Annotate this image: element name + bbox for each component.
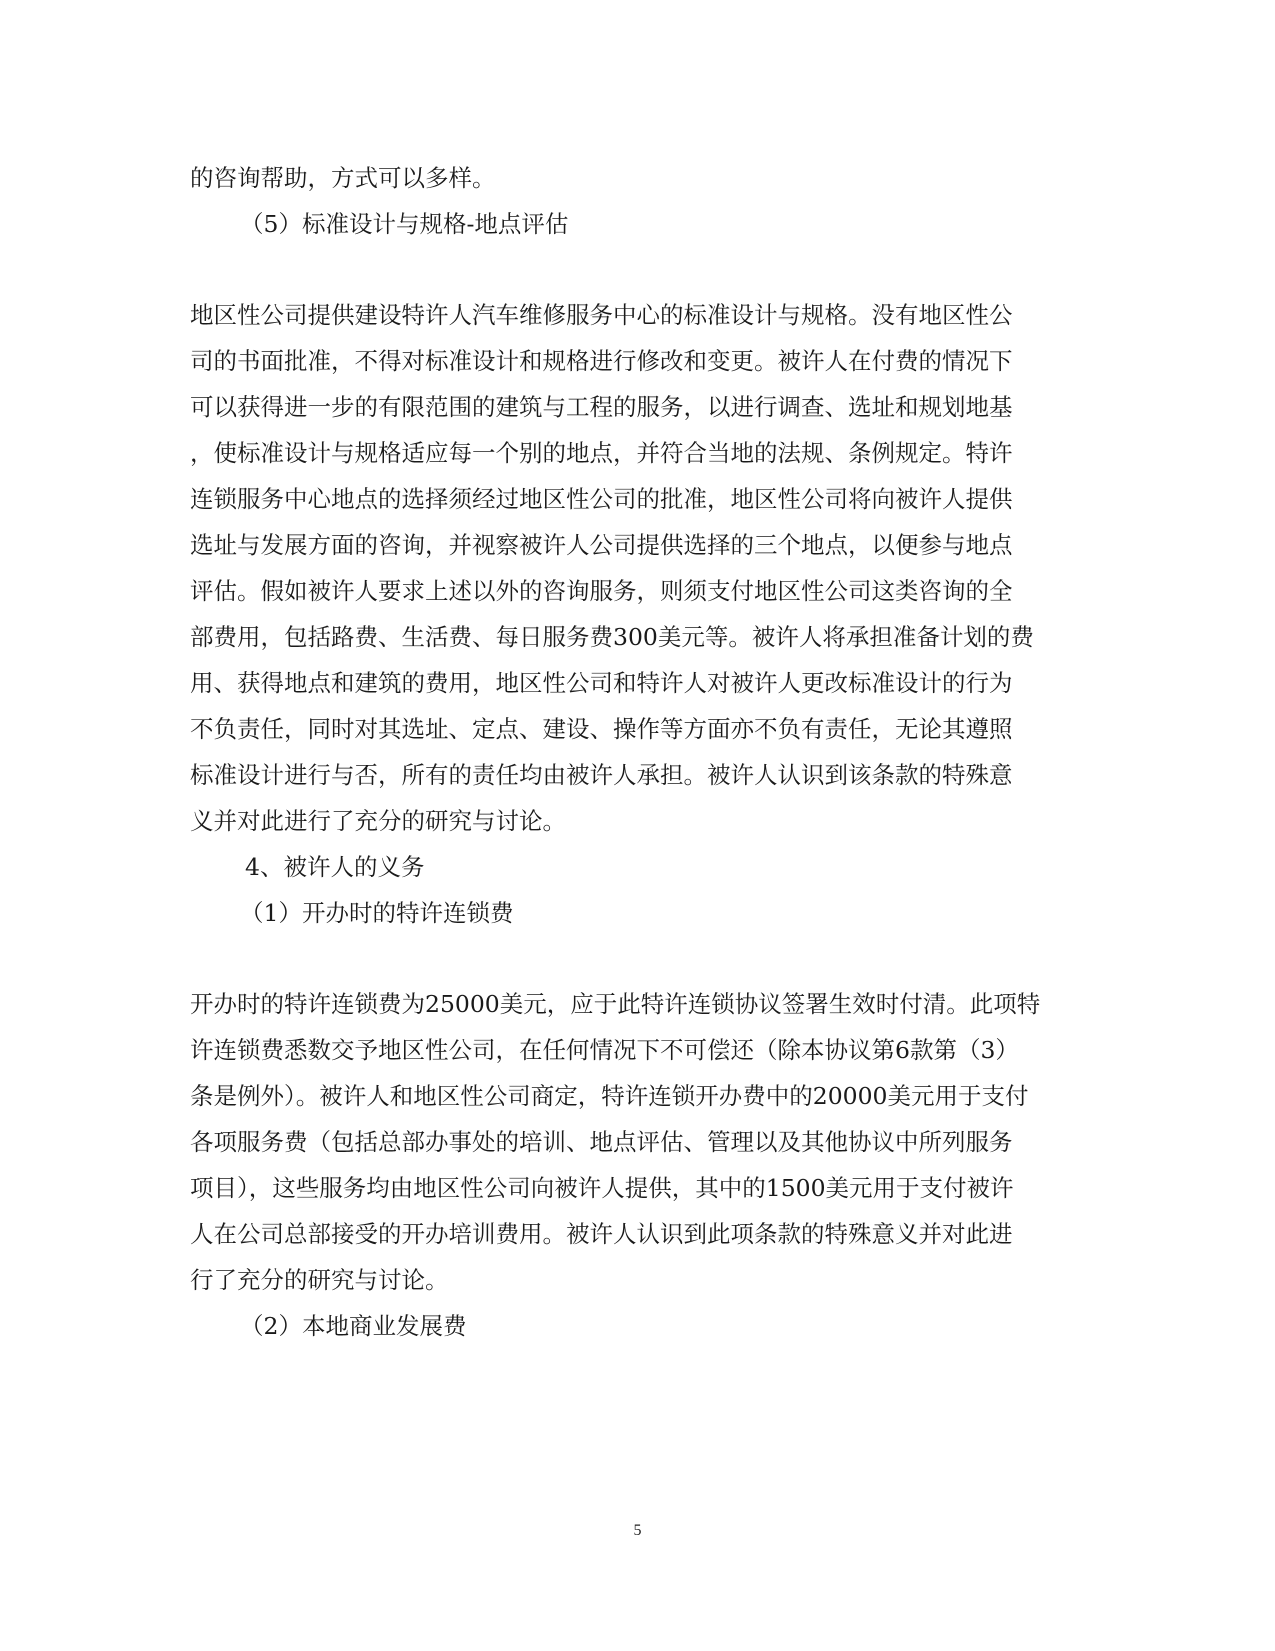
paragraph-design-line: 司的书面批准，不得对标准设计和规格进行修改和变更。被许人在付费的情况下 bbox=[190, 347, 1013, 375]
paragraph-design-line: 地区性公司提供建设特许人汽车维修服务中心的标准设计与规格。没有地区性公 bbox=[190, 301, 1013, 329]
paragraph-intro-tail: 的咨询帮助，方式可以多样。 bbox=[190, 164, 496, 192]
page-number: 5 bbox=[633, 1522, 642, 1539]
paragraph-fee-line: 开办时的特许连锁费为25000美元，应于此特许连锁协议签署生效时付清。此项特 bbox=[190, 990, 1041, 1018]
heading-subsection-1: （1）开办时的特许连锁费 bbox=[240, 899, 514, 927]
paragraph-design-line: 义并对此进行了充分的研究与讨论。 bbox=[190, 807, 566, 835]
paragraph-fee-line: 条是例外）。被许人和地区性公司商定，特许连锁开办费中的20000美元用于支付 bbox=[190, 1082, 1029, 1110]
paragraph-fee-line: 各项服务费（包括总部办事处的培训、地点评估、管理以及其他协议中所列服务 bbox=[190, 1128, 1013, 1156]
paragraph-fee-line: 许连锁费悉数交予地区性公司，在任何情况下不可偿还（除本协议第6款第（3） bbox=[190, 1036, 1019, 1064]
heading-subsection-2: （2）本地商业发展费 bbox=[240, 1312, 467, 1340]
paragraph-design-line: 部费用，包括路费、生活费、每日服务费300美元等。被许人将承担准备计划的费 bbox=[190, 623, 1034, 651]
paragraph-design-line: ，使标准设计与规格适应每一个别的地点，并符合当地的法规、条例规定。特许 bbox=[190, 439, 1013, 467]
paragraph-design-line: 不负责任，同时对其选址、定点、建设、操作等方面亦不负有责任，无论其遵照 bbox=[190, 715, 1013, 743]
paragraph-fee-line: 人在公司总部接受的开办培训费用。被许人认识到此项条款的特殊意义并对此进 bbox=[190, 1220, 1013, 1248]
heading-section-4: 4、被许人的义务 bbox=[245, 853, 425, 881]
paragraph-design-line: 评估。假如被许人要求上述以外的咨询服务，则须支付地区性公司这类咨询的全 bbox=[190, 577, 1013, 605]
paragraph-design-line: 选址与发展方面的咨询，并视察被许人公司提供选择的三个地点，以便参与地点 bbox=[190, 531, 1013, 559]
paragraph-design-line: 标准设计进行与否，所有的责任均由被许人承担。被许人认识到该条款的特殊意 bbox=[190, 761, 1013, 789]
paragraph-fee-line: 行了充分的研究与讨论。 bbox=[190, 1266, 449, 1294]
paragraph-fee-line: 项目），这些服务均由地区性公司向被许人提供，其中的1500美元用于支付被许 bbox=[190, 1174, 1014, 1202]
paragraph-design-line: 可以获得进一步的有限范围的建筑与工程的服务，以进行调查、选址和规划地基 bbox=[190, 393, 1013, 421]
heading-section-5: （5）标准设计与规格-地点评估 bbox=[240, 210, 569, 238]
paragraph-design-line: 用、获得地点和建筑的费用，地区性公司和特许人对被许人更改标准设计的行为 bbox=[190, 669, 1013, 697]
paragraph-design-line: 连锁服务中心地点的选择须经过地区性公司的批准，地区性公司将向被许人提供 bbox=[190, 485, 1013, 513]
